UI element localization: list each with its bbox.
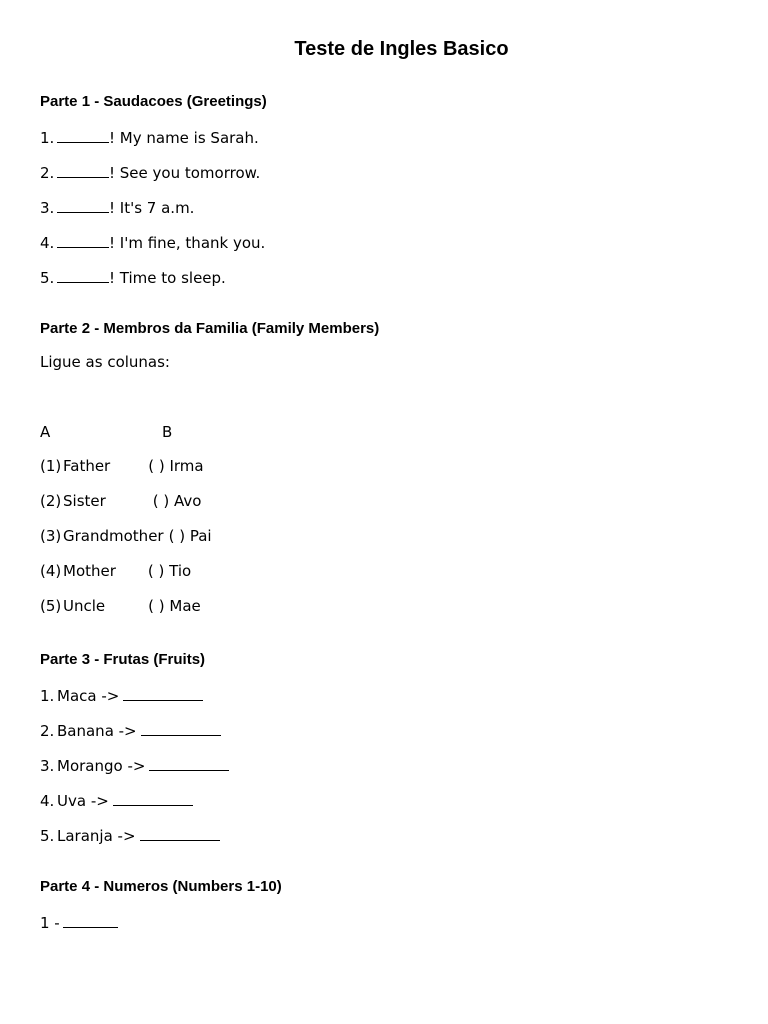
answer-blank[interactable]: [63, 913, 118, 928]
row-number: (3): [40, 527, 62, 545]
item-text: ! My name is Sarah.: [109, 129, 259, 147]
number-label: 1 -: [40, 914, 60, 932]
answer-blank[interactable]: [57, 233, 109, 248]
item-number: 4.: [40, 234, 55, 252]
fruit-word: Morango ->: [57, 757, 146, 775]
item-number: 3.: [40, 199, 55, 217]
row-number: (5): [40, 597, 62, 615]
item-text: ! It's 7 a.m.: [109, 199, 195, 217]
answer-blank[interactable]: [57, 163, 109, 178]
fruit-item-3: [40, 756, 229, 774]
column-headers: [40, 425, 240, 440]
number-item-1: [40, 913, 118, 931]
fruit-item-4: [40, 791, 193, 809]
fruit-word: Laranja ->: [57, 827, 136, 845]
item-number: 5.: [40, 827, 55, 845]
answer-blank[interactable]: [140, 826, 220, 841]
answer-blank[interactable]: [149, 756, 229, 771]
family-word: Uncle: [63, 597, 106, 615]
part2-instruction: Ligue as colunas:: [40, 353, 170, 371]
part3-heading: Parte 3 - Frutas (Fruits): [40, 651, 206, 668]
row-number: (2): [40, 492, 62, 510]
answer-blank[interactable]: [57, 198, 109, 213]
item-text: ! See you tomorrow.: [109, 164, 261, 182]
fruit-word: Banana ->: [57, 722, 137, 740]
family-option[interactable]: ( ) Tio: [147, 562, 192, 580]
fruit-word: Uva ->: [57, 792, 109, 810]
part1-heading: Parte 1 - Saudacoes (Greetings): [40, 93, 267, 110]
answer-blank[interactable]: [113, 791, 193, 806]
item-number: 5.: [40, 269, 55, 287]
row-number: (4): [40, 562, 62, 580]
greeting-item-1: [40, 128, 259, 146]
part4-heading: Parte 4 - Numeros (Numbers 1-10): [40, 878, 282, 895]
page-title: Teste de Ingles Basico: [294, 38, 509, 60]
family-word: Father: [63, 457, 111, 475]
greeting-item-5: [40, 268, 226, 286]
family-option[interactable]: ( ) Mae: [148, 597, 201, 615]
fruit-item-1: [40, 686, 203, 704]
family-row-5: [40, 599, 201, 614]
item-text: ! Time to sleep.: [109, 269, 226, 287]
family-option[interactable]: ( ) Avo: [152, 492, 202, 510]
item-text: ! I'm fine, thank you.: [109, 234, 266, 252]
family-option[interactable]: ( ) Pai: [168, 527, 212, 545]
part2-heading: Parte 2 - Membros da Familia (Family Members): [40, 320, 380, 337]
family-option[interactable]: ( ) Irma: [148, 457, 204, 475]
answer-blank[interactable]: [57, 128, 109, 143]
fruit-item-5: [40, 826, 220, 844]
item-number: 1.: [40, 687, 55, 705]
family-row-2: [40, 494, 201, 509]
item-number: 2.: [40, 164, 55, 182]
family-row-4: [40, 564, 191, 579]
fruit-item-2: [40, 721, 221, 739]
greeting-item-2: [40, 163, 260, 181]
family-word: Sister: [63, 492, 106, 510]
family-word: Grandmother: [63, 527, 164, 545]
fruit-word: Maca ->: [57, 687, 120, 705]
answer-blank[interactable]: [123, 686, 203, 701]
greeting-item-3: [40, 198, 194, 216]
item-number: 4.: [40, 792, 55, 810]
column-a-header: A: [40, 423, 51, 441]
family-row-3: [40, 529, 212, 544]
column-b-header: B: [162, 423, 173, 441]
item-number: 3.: [40, 757, 55, 775]
greeting-item-4: [40, 233, 265, 251]
item-number: 1.: [40, 129, 55, 147]
row-number: (1): [40, 457, 62, 475]
answer-blank[interactable]: [141, 721, 221, 736]
item-number: 2.: [40, 722, 55, 740]
family-row-1: [40, 459, 204, 474]
family-word: Mother: [63, 562, 116, 580]
answer-blank[interactable]: [57, 268, 109, 283]
